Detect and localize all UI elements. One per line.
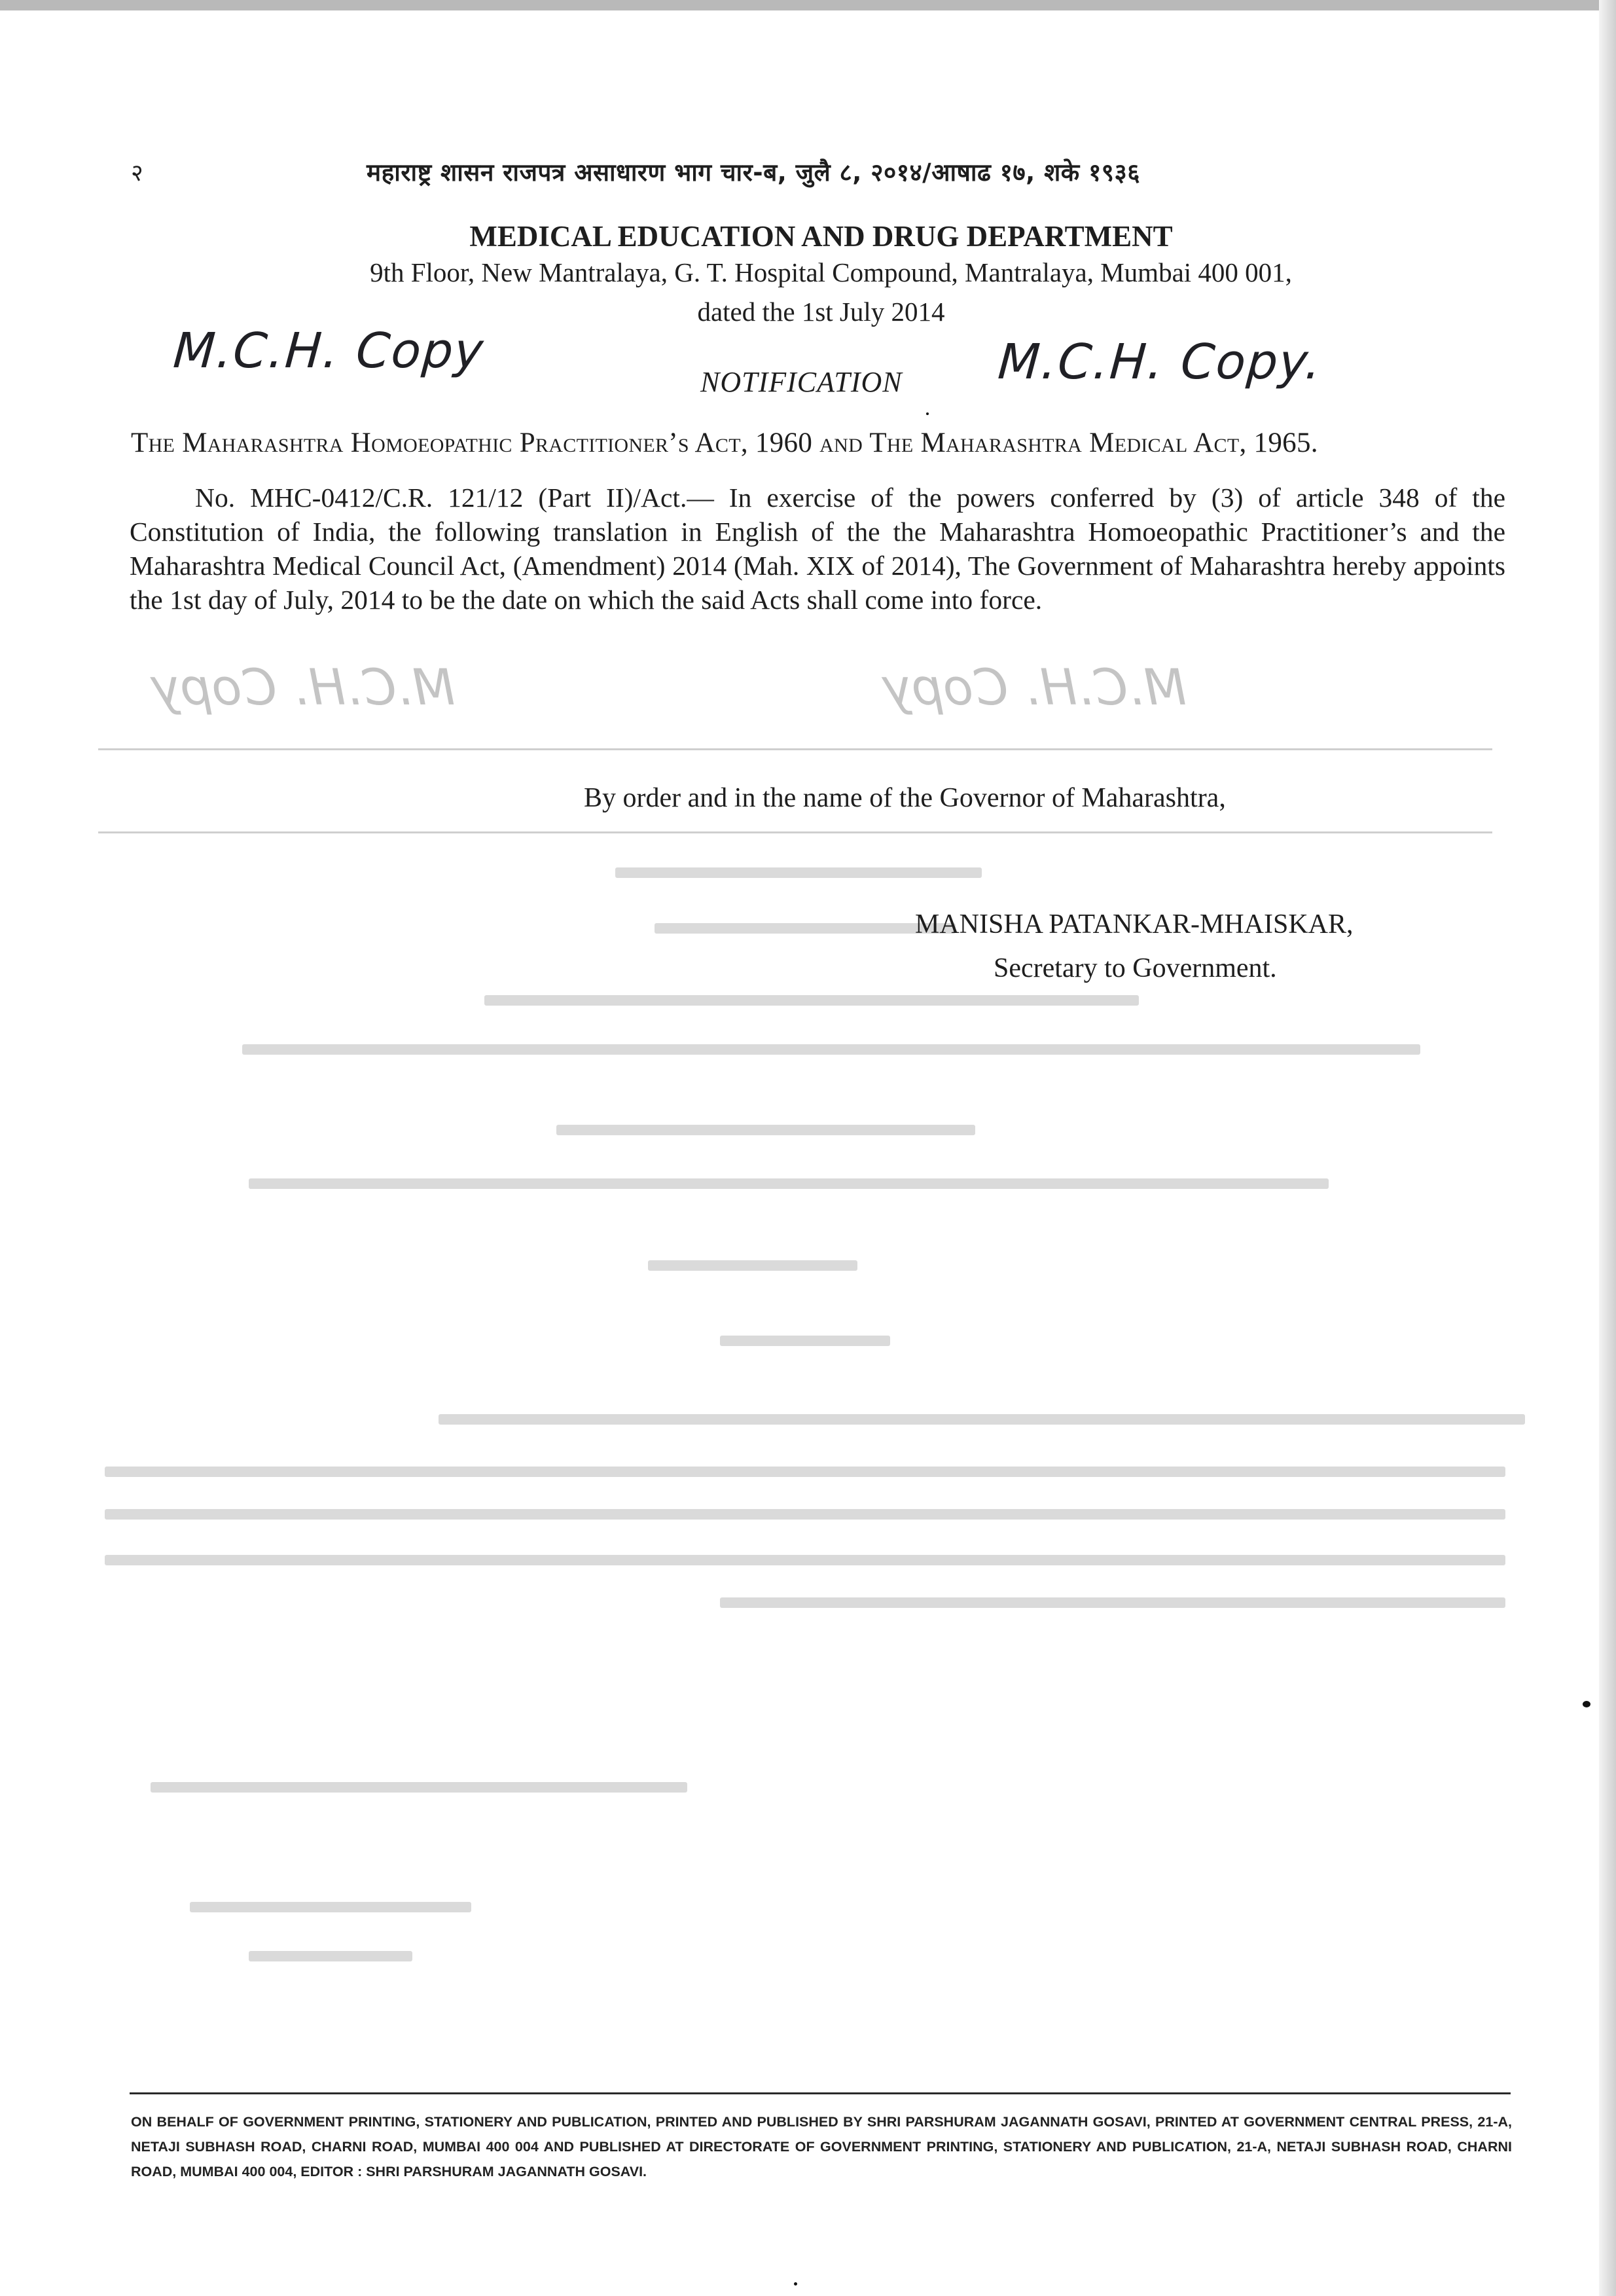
order-line: By order and in the name of the Governor of Maharashtra,	[584, 783, 1226, 813]
scan-edge-top	[0, 0, 1616, 10]
bleed-through-line	[655, 923, 956, 934]
notification-heading: NOTIFICATION	[700, 366, 903, 398]
scan-speck	[926, 412, 929, 415]
bleed-through-handwriting: M.C.H. Copy M.C.H. Copy	[151, 658, 1187, 716]
signatory-name: MANISHA PATANKAR-MHAISKAR,	[915, 909, 1354, 939]
bleed-through-line	[151, 1782, 687, 1793]
bleed-through-line	[105, 1467, 1505, 1477]
bleed-through-line	[615, 867, 982, 878]
bleed-through-line	[249, 1178, 1329, 1189]
bleed-through-line	[484, 995, 1139, 1006]
gazette-masthead: महाराष्ट्र शासन राजपत्र असाधारण भाग चार-ब, जुलै ८, २०१४/आषाढ १७, शके १९३६	[367, 158, 1141, 187]
handwritten-annotation-left: M.C.H. Copy	[171, 323, 486, 379]
page-number: २	[131, 160, 143, 187]
bleed-through-line	[720, 1336, 890, 1346]
footer-rule	[130, 2092, 1511, 2094]
bleed-through-line	[242, 1044, 1420, 1055]
bleed-through-line	[556, 1125, 975, 1135]
bleed-through-line	[249, 1951, 412, 1961]
handwritten-annotation-right: M.C.H. Copy.	[996, 334, 1324, 390]
scan-speck	[794, 2282, 797, 2286]
bleed-through-line	[105, 1509, 1505, 1520]
bleed-through-line	[190, 1902, 471, 1912]
notification-body: No. MHC-0412/C.R. 121/12 (Part II)/Act.— In exercise of the powers conferred by (3) of article 348 of the Constitution of India, the following translation in English of the the Maharashtra Homoeopathic Practitioner’s and the Maharashtra Medical Council Act, (Amendment) 2014 (Mah. XIX of 2014), The Government of Maharashtra hereby appoints the 1st day of July, 2014 to be the date on which the said Acts shall come into force.	[130, 483, 1505, 615]
bleed-through-line	[439, 1414, 1525, 1425]
bleed-through-rule	[98, 831, 1492, 833]
bleed-through-line	[648, 1260, 857, 1271]
department-address: 9th Floor, New Mantralaya, G. T. Hospital Compound, Mantralaya, Mumbai 400 001,	[370, 257, 1292, 287]
department-name: MEDICAL EDUCATION AND DRUG DEPARTMENT	[469, 220, 1173, 253]
scan-edge-right	[1599, 0, 1616, 2296]
signatory-designation: Secretary to Government.	[994, 953, 1277, 983]
bleed-through-line	[720, 1597, 1505, 1608]
bleed-through-rule	[98, 748, 1492, 750]
scan-speck	[1583, 1701, 1590, 1707]
bleed-through-line	[105, 1555, 1505, 1565]
footer-imprint: ON BEHALF OF GOVERNMENT PRINTING, STATIONERY AND PUBLICATION, PRINTED AND PUBLISHED BY SHRI PARSHURAM JAGANNATH GOSAVI, PRINTED AT GOVERNMENT CENTRAL PRESS, 21-A, NETAJI SUBHASH ROAD, CHARNI ROAD, MUMBAI 400 004 AND PUBLISHED AT DIRECTORATE OF GOVERNMENT PRINTING, STATIONERY AND PUBLICATION, 21-A, NETAJI SUBHASH ROAD, CHARNI ROAD, MUMBAI 400 004, EDITOR : SHRI PARSHURAM JAGANNATH GOSAVI.	[131, 2114, 1512, 2179]
act-title: The Maharashtra Homoeopathic Practitioner’s Act, 1960 and The Maharashtra Medical Act, 1965.	[131, 428, 1318, 458]
notification-date: dated the 1st July 2014	[697, 297, 945, 327]
